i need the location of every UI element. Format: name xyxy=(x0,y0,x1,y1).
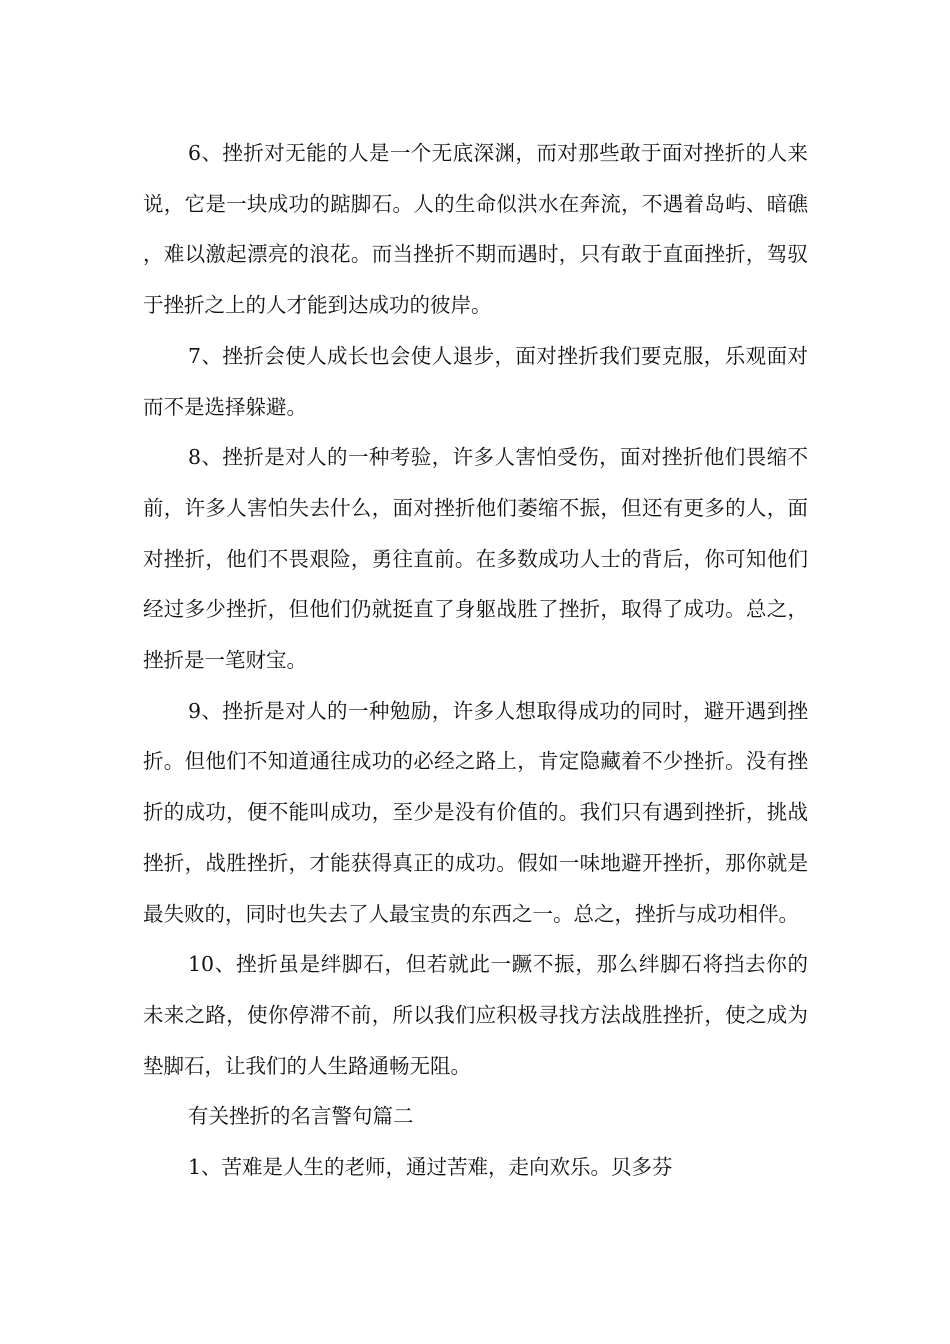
paragraph-quote-7: 7、挫折会使人成长也会使人退步，面对挫折我们要克服，乐观面对而不是选择躲避。 xyxy=(143,343,808,419)
section-heading: 有关挫折的名言警句篇二 xyxy=(188,1104,414,1129)
paragraph-quote-9: 9、挫折是对人的一种勉励，许多人想取得成功的同时，避开遇到挫折。但他们不知道通往成功的必经之路上，肯定隐藏着不少挫折。没有挫折的成功，便不能叫成功，至少是没有价值的。我们只有遇到挫折，挑战挫折，战胜挫折，才能获得真正的成功。假如一味地避开挫折，那你就是最失败的，同时也失去了人最宝贵的东西之一。总之，挫折与成功相伴。 xyxy=(143,698,808,926)
paragraph-quote-8: 8、挫折是对人的一种考验，许多人害怕受伤，面对挫折他们畏缩不前，许多人害怕失去什么，面对挫折他们萎缩不振，但还有更多的人，面对挫折，他们不畏艰险，勇往直前。在多数成功人士的背后，你可知他们经过多少挫折，但他们仍就挺直了身躯战胜了挫折，取得了成功。总之，挫折是一笔财宝。 xyxy=(143,445,808,673)
paragraph-quote-1: 1、苦难是人生的老师，通过苦难，走向欢乐。贝多芬 xyxy=(188,1155,673,1180)
paragraph-quote-10: 10、挫折虽是绊脚石，但若就此一蹶不振，那么绊脚石将挡去你的未来之路，使你停滞不前，所以我们应积极寻找方法战胜挫折，使之成为垫脚石，让我们的人生路通畅无阻。 xyxy=(143,952,808,1078)
paragraph-quote-6: 6、挫折对无能的人是一个无底深渊，而对那些敢于面对挫折的人来说，它是一块成功的踮脚石。人的生命似洪水在奔流，不遇着岛屿、暗礁，难以激起漂亮的浪花。而当挫折不期而遇时，只有敢于直面挫折，驾驭于挫折之上的人才能到达成功的彼岸。 xyxy=(143,141,808,318)
document-body xyxy=(143,128,808,1193)
